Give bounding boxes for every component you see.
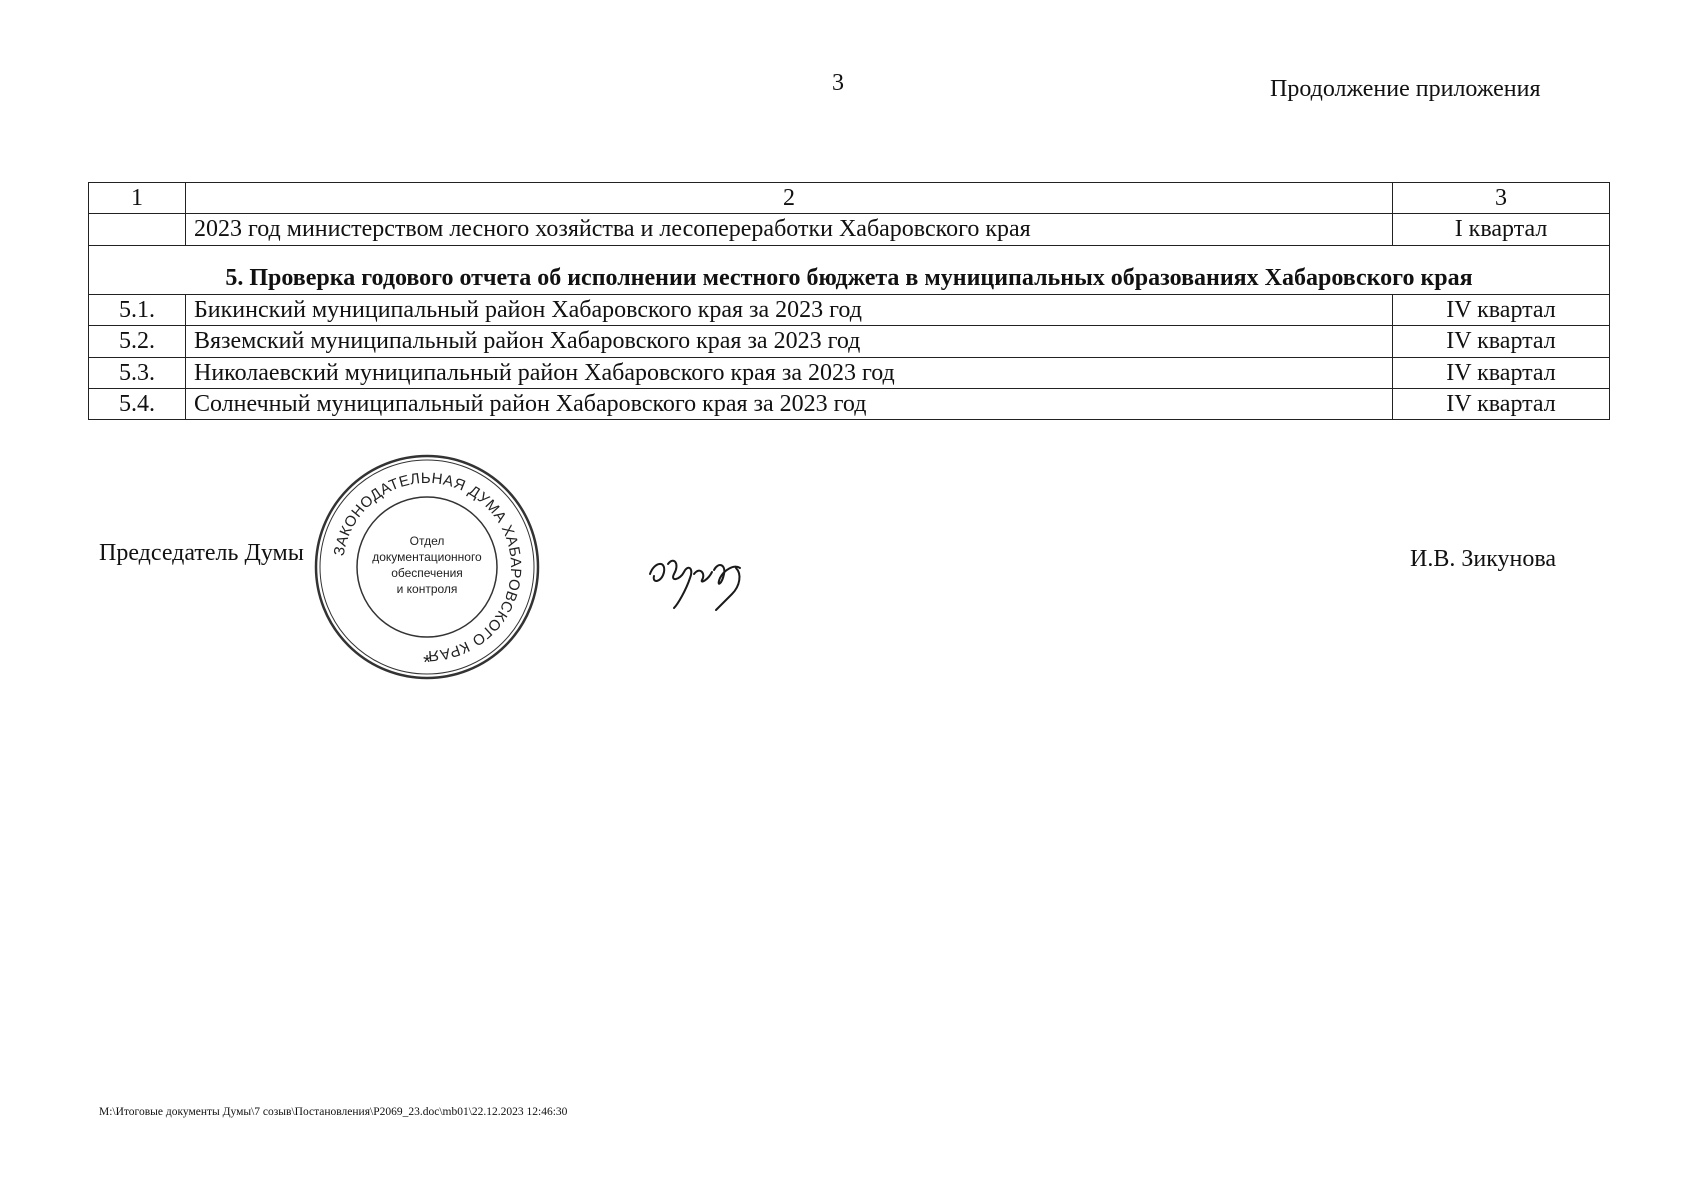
stamp-ring-text: ЗАКОНОДАТЕЛЬНАЯ ДУМА ХАБАРОВСКОГО КРАЯ [330,469,525,665]
row-text: Николаевский муниципальный район Хабаровского края за 2023 год [186,357,1393,388]
column-header-3: 3 [1393,183,1610,214]
column-header-2: 2 [186,183,1393,214]
row-number: 5.2. [89,326,186,357]
row-text: Вяземский муниципальный район Хабаровского края за 2023 год [186,326,1393,357]
table-header-row [89,183,1610,214]
section-title: 5. Проверка годового отчета об исполнении местного бюджета в муниципальных образованиях Хабаровского края [89,245,1610,294]
file-path-footer: M:\Итоговые документы Думы\7 созыв\Постановления\P2069_23.doc\mb01\22.12.2023 12:46:30 [99,1106,568,1118]
table-row [89,388,1610,419]
table-row [89,326,1610,357]
column-header-1: 1 [89,183,186,214]
table-row [89,294,1610,325]
row-period: IV квартал [1393,388,1610,419]
stamp-center-line: и контроля [396,582,458,596]
stamp-center-line: Отдел [409,534,445,548]
chairman-label: Председатель Думы [99,540,304,566]
stamp-center-line: документационного [372,550,482,564]
row-text: 2023 год министерством лесного хозяйства и лесопереработки Хабаровского края [186,214,1393,245]
row-number: 5.4. [89,388,186,419]
row-text: Солнечный муниципальный район Хабаровского края за 2023 год [186,388,1393,419]
official-stamp [313,453,541,681]
plan-table [88,182,1610,420]
row-number: 5.1. [89,294,186,325]
handwritten-signature [644,534,754,614]
stamp-star: * [423,652,431,674]
row-text: Бикинский муниципальный район Хабаровского края за 2023 год [186,294,1393,325]
table-row [89,357,1610,388]
row-period: IV квартал [1393,294,1610,325]
page-number: 3 [832,70,844,96]
row-period: IV квартал [1393,357,1610,388]
table-row [89,214,1610,245]
signatory-name: И.В. Зикунова [1410,546,1557,572]
stamp-center-line: обеспечения [391,566,463,580]
section-row [89,245,1610,294]
row-period: IV квартал [1393,326,1610,357]
row-number [89,214,186,245]
row-number: 5.3. [89,357,186,388]
continuation-label: Продолжение приложения [1270,76,1541,102]
row-period: I квартал [1393,214,1610,245]
